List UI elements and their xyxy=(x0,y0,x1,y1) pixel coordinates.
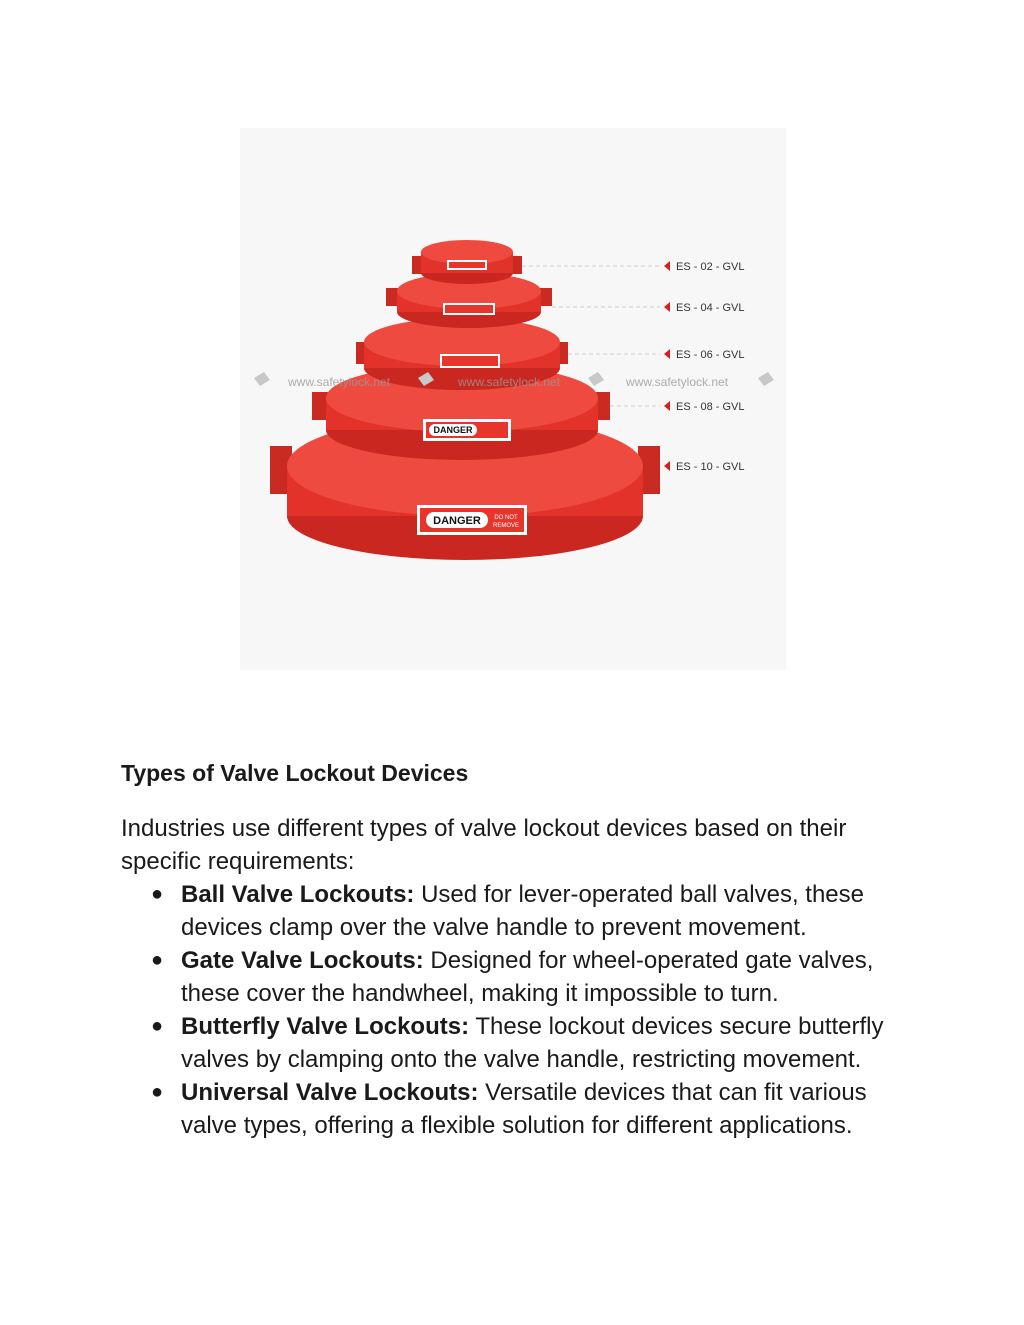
list-item xyxy=(121,1076,911,1142)
watermark-text-3: www.safetylock.net xyxy=(626,375,729,389)
model-label-04: ES - 04 - GVL xyxy=(676,302,745,314)
gate-valve-lockouts-illustration xyxy=(240,128,786,670)
model-label-08: ES - 08 - GVL xyxy=(676,401,745,413)
list-item-term: Ball Valve Lockouts: xyxy=(181,881,415,908)
danger-tag-large-sub-1: DO NOT xyxy=(494,515,518,521)
gate-valve-lockouts-image xyxy=(240,128,786,670)
section-heading: Types of Valve Lockout Devices xyxy=(121,760,469,786)
danger-tag-medium-main: DANGER xyxy=(433,425,473,435)
list-item-term: Universal Valve Lockouts: xyxy=(181,1079,479,1106)
valve-lockout-types-list xyxy=(121,878,911,1142)
list-item-description: Designed for wheel-operated gate valves, these cover the handwheel, making it impossible to turn. xyxy=(181,947,874,1007)
bullet-icon: ● xyxy=(151,1015,164,1037)
list-item xyxy=(121,944,911,1010)
list-item xyxy=(121,1010,911,1076)
watermark-row xyxy=(287,375,729,389)
gate-valve-lockout-02 xyxy=(412,240,522,284)
list-item xyxy=(121,878,911,944)
bullet-icon: ● xyxy=(151,883,164,905)
list-item-description: Versatile devices that can fit various valve types, offering a flexible solution for different applications. xyxy=(181,1079,867,1139)
danger-tag-large-sub-2: REMOVE xyxy=(492,523,520,529)
list-item-description: Used for lever-operated ball valves, these devices clamp over the valve handle to prevent movement. xyxy=(181,881,864,941)
list-item-description: These lockout devices secure butterfly valves by clamping onto the valve handle, restricting movement. xyxy=(181,1013,884,1073)
list-item-term: Butterfly Valve Lockouts: xyxy=(181,1013,470,1040)
intro-paragraph: Industries use different types of valve lockout devices based on their specific requirements: xyxy=(121,815,847,875)
danger-tag-large-main: DANGER xyxy=(433,515,481,527)
watermark-text-1: www.safetylock.net xyxy=(288,375,391,389)
list-item-term: Gate Valve Lockouts: xyxy=(181,947,424,974)
model-label-06: ES - 06 - GVL xyxy=(676,349,745,361)
bullet-icon: ● xyxy=(151,1081,164,1103)
bullet-icon: ● xyxy=(151,949,164,971)
model-label-02: ES - 02 - GVL xyxy=(676,261,745,273)
watermark-text-2: www.safetylock.net xyxy=(458,375,561,389)
model-label-10: ES - 10 - GVL xyxy=(676,461,745,473)
